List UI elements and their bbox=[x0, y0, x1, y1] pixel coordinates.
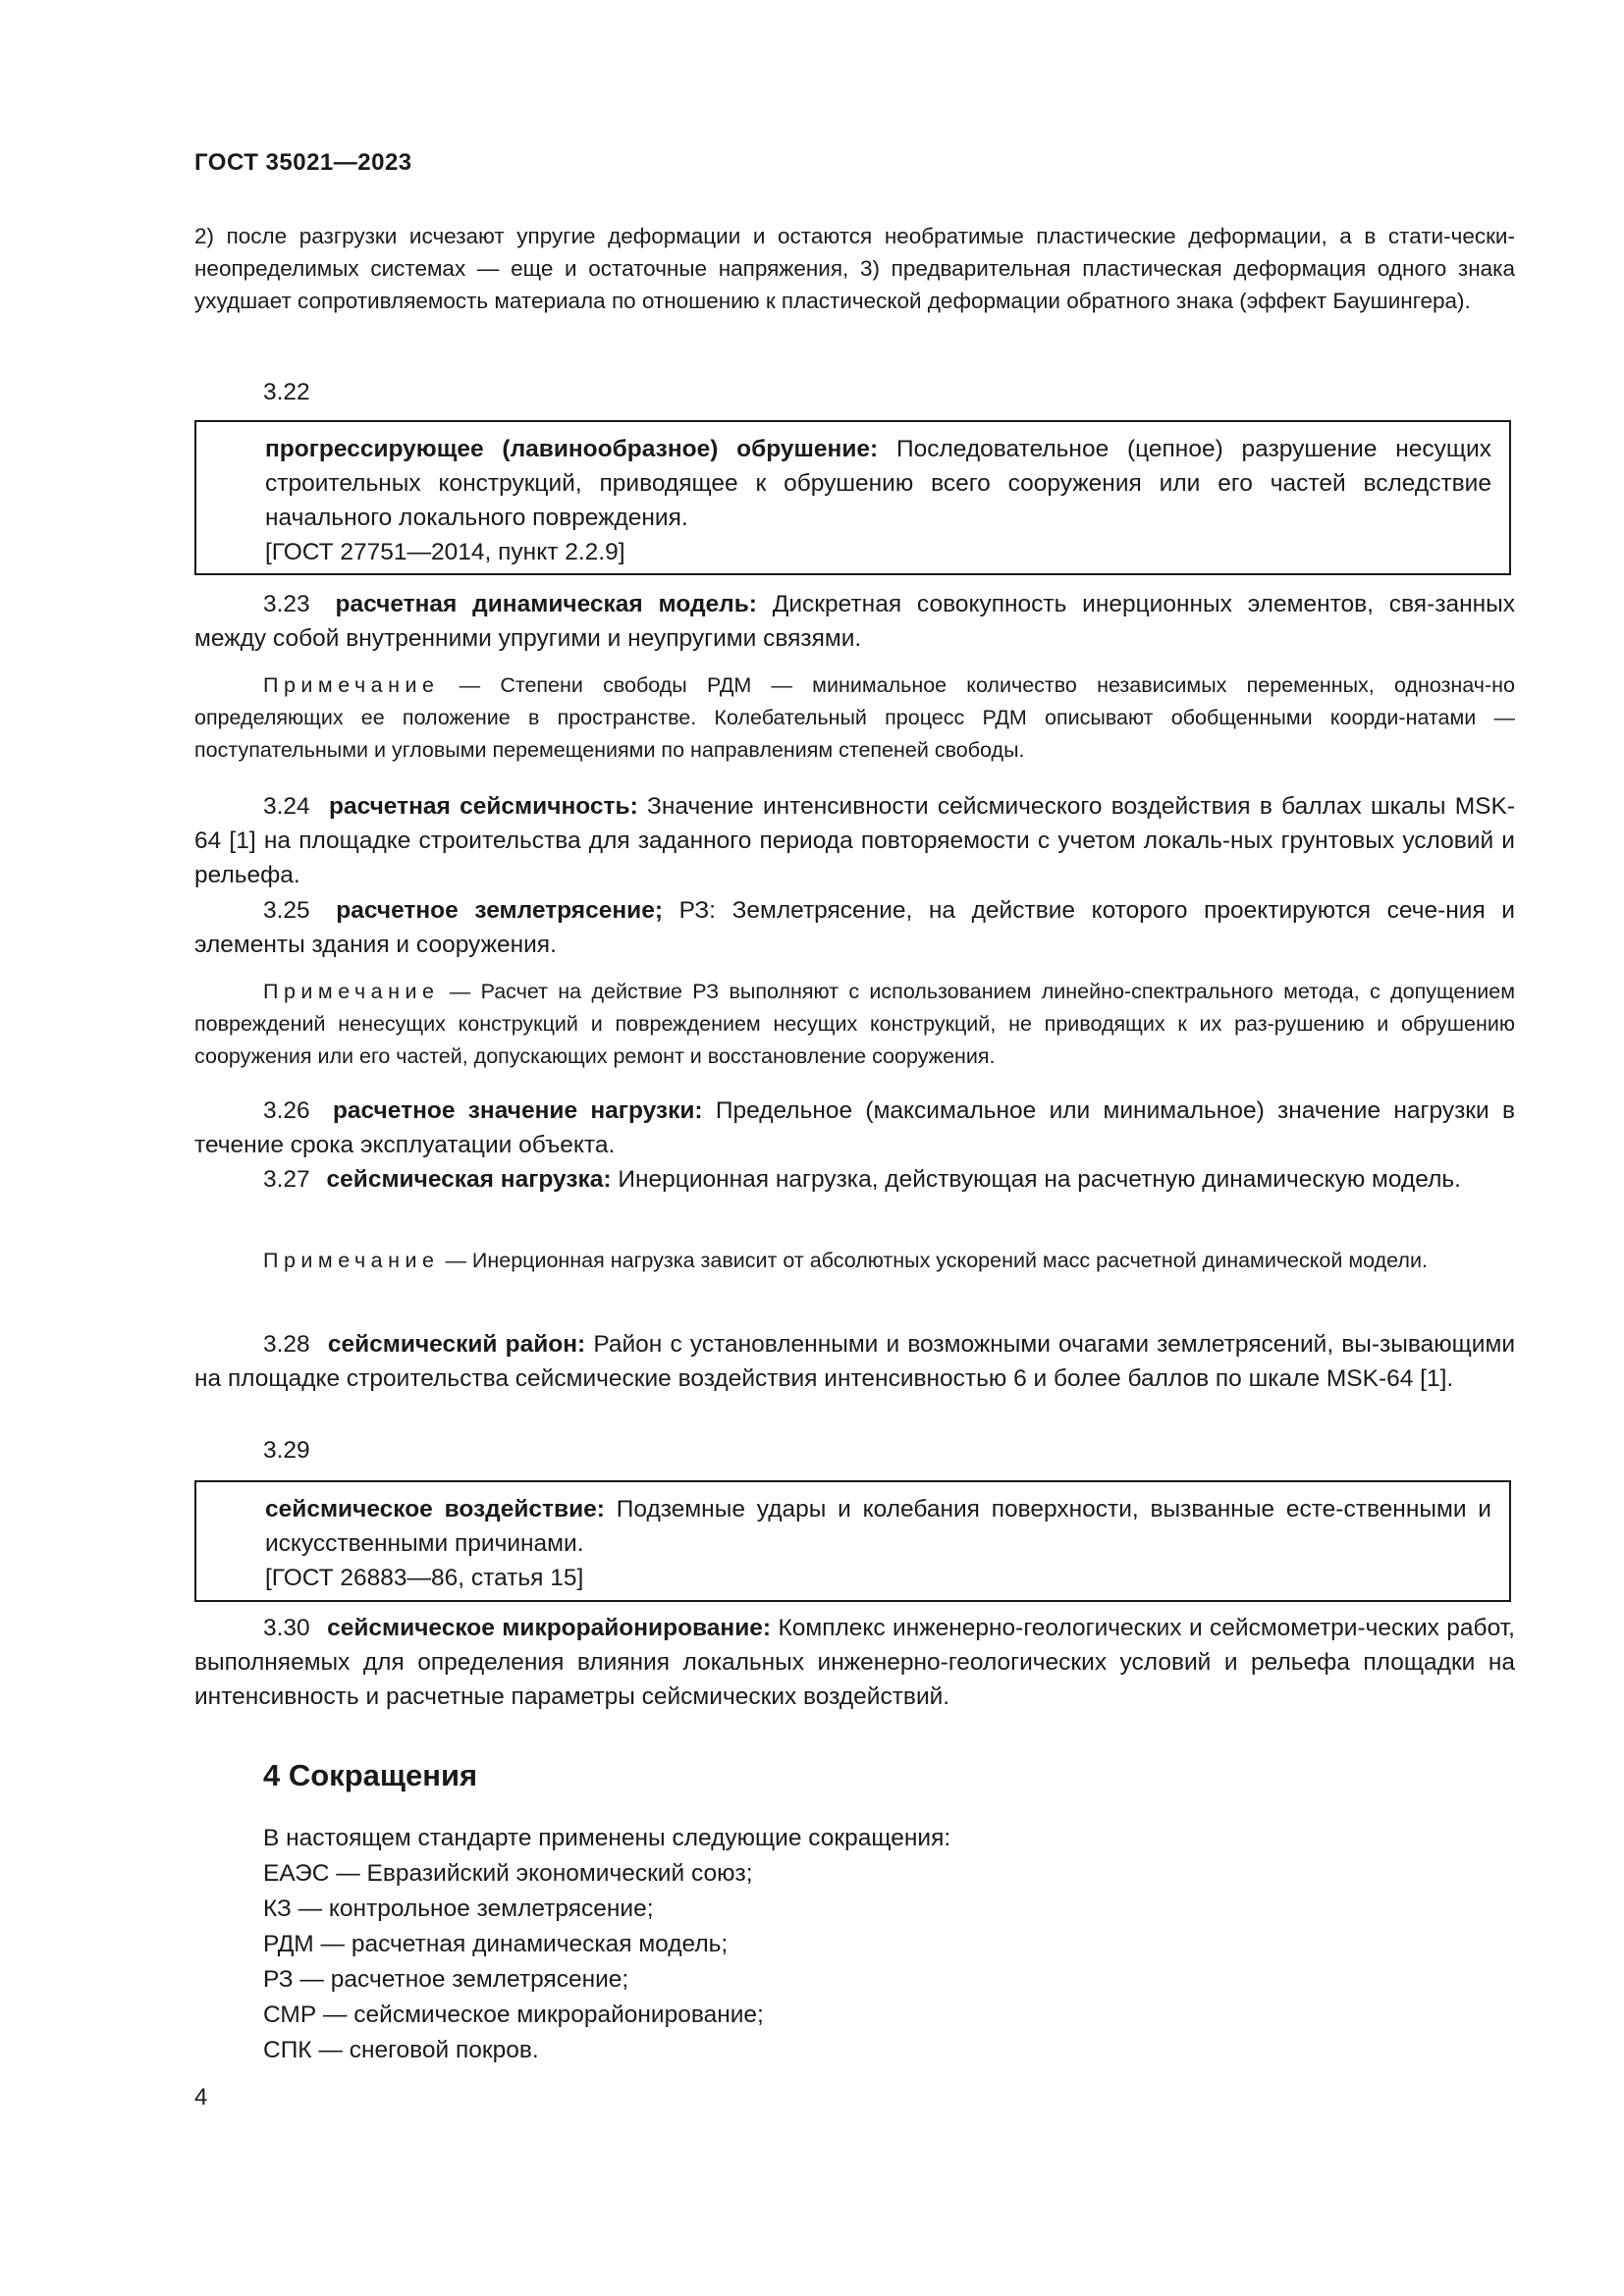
clause-3-29-definition: Подземные удары и колебания поверхности, вызванные есте-ственными и искусственными причинами. bbox=[265, 1496, 1491, 1557]
clause-3-25 bbox=[194, 893, 1515, 962]
list-item: СПК — снеговой покров. bbox=[263, 2037, 539, 2063]
definition-box-3-29 bbox=[194, 1480, 1511, 1602]
clause-3-28-definition: Район с установленными и возможными очагами землетрясений, вы-зывающими на площадке строительства сейсмические воздействия интенсивностью 6 и более баллов по шкале MSK-64 [1]. bbox=[194, 1331, 1516, 1392]
clause-number-3-30: 3.30 bbox=[263, 1615, 310, 1641]
clause-3-26-term: расчетное значение нагрузки: bbox=[332, 1097, 703, 1124]
intro-paragraph: 2) после разгрузки исчезают упругие деформации и остаются необратимые пластические деформации, а в стати-чески-неопределимых системах — еще и остаточные напряжения, 3) предварительная пластическая деформация одного знака ухудшает сопротивляемость материала по отношению к пластической деформации обратного знака (эффект Баушингера). bbox=[194, 224, 1515, 313]
clause-3-30 bbox=[194, 1611, 1515, 1714]
clause-3-28-term: сейсмический район: bbox=[327, 1331, 586, 1358]
clause-number-3-28: 3.28 bbox=[263, 1331, 310, 1358]
clause-3-25-note-text: — Расчет на действие РЗ выполняют с использованием линейно-спектрального метода, с допущением повреждений ненесущих конструкций и повреждением несущих конструкций, не приводящих к их раз-рушению и обрушению сооружения или его частей, допускающих ремонт и восстановление сооружения. bbox=[194, 980, 1515, 1068]
clause-3-27-note-text: — Инерционная нагрузка зависит от абсолютных ускорений масс расчетной динамической модели. bbox=[445, 1249, 1428, 1272]
clause-3-26 bbox=[194, 1094, 1515, 1162]
clause-3-29-term: сейсмическое воздействие: bbox=[265, 1496, 605, 1522]
clause-3-27-term: сейсмическая нагрузка: bbox=[326, 1166, 612, 1193]
definition-box-3-22 bbox=[194, 420, 1511, 575]
clause-3-25-abbr: РЗ: bbox=[678, 897, 716, 924]
note-label: Примечание bbox=[263, 980, 440, 1003]
clause-3-23-note bbox=[194, 669, 1515, 767]
clause-number-3-22: 3.22 bbox=[263, 379, 310, 405]
clause-3-26-definition: Предельное (максимальное или минимальное) значение нагрузки в течение срока эксплуатации объекта. bbox=[194, 1097, 1515, 1158]
list-item: РДМ — расчетная динамическая модель; bbox=[263, 1931, 729, 1957]
clause-3-30-definition: Комплекс инженерно-геологических и сейсмометри-ческих работ, выполняемых для определения влияния локальных инженерно-геологических условий и рельефа площадки на интенсивность и расчетные параметры сейсмических воздействий. bbox=[194, 1615, 1515, 1710]
clause-3-23-term: расчетная динамическая модель: bbox=[335, 591, 757, 617]
clause-number-3-24: 3.24 bbox=[263, 793, 310, 820]
clause-3-22-reference: [ГОСТ 27751—2014, пункт 2.2.9] bbox=[265, 539, 625, 565]
clause-3-29-reference: [ГОСТ 26883—86, статья 15] bbox=[265, 1565, 584, 1591]
clause-number-3-26: 3.26 bbox=[263, 1097, 310, 1124]
list-item: КЗ — контрольное землетрясение; bbox=[263, 1896, 654, 1922]
clause-number-3-29: 3.29 bbox=[263, 1437, 310, 1464]
clause-3-27-definition: Инерционная нагрузка, действующая на расчетную динамическую модель. bbox=[618, 1166, 1461, 1193]
note-label: Примечание bbox=[263, 673, 440, 697]
clause-3-23-definition: Дискретная совокупность инерционных элементов, свя-занных между собой внутренними упругими и неупругими связями. bbox=[194, 591, 1516, 652]
clause-3-30-term: сейсмическое микрорайонирование: bbox=[327, 1615, 772, 1641]
clause-3-22-term: прогрессирующее (лавинообразное) обрушение: bbox=[265, 436, 879, 462]
clause-3-24-term: расчетная сейсмичность: bbox=[328, 793, 638, 820]
abbreviations-list bbox=[263, 1821, 1441, 2068]
clause-3-27-note bbox=[194, 1245, 1515, 1277]
clause-3-25-definition: Землетрясение, на действие которого проектируются сече-ния и элементы здания и сооружения. bbox=[194, 897, 1515, 958]
clause-3-29-text bbox=[265, 1492, 1491, 1561]
list-item: СМР — сейсмическое микрорайонирование; bbox=[263, 2002, 764, 2028]
abbreviations-intro: В настоящем стандарте применены следующие сокращения: bbox=[263, 1825, 951, 1851]
clause-number-3-23: 3.23 bbox=[263, 591, 310, 617]
section-4-title: 4 Сокращения bbox=[263, 1758, 478, 1792]
list-item: ЕАЭС — Евразийский экономический союз; bbox=[263, 1860, 753, 1887]
clause-number-3-27: 3.27 bbox=[263, 1166, 310, 1193]
page-number: 4 bbox=[194, 2084, 208, 2110]
clause-3-28 bbox=[194, 1327, 1515, 1396]
clause-3-25-note bbox=[194, 976, 1515, 1073]
note-label: Примечание bbox=[263, 1249, 440, 1272]
clause-number-3-25: 3.25 bbox=[263, 897, 310, 924]
clause-3-24 bbox=[194, 789, 1515, 892]
clause-3-22-text bbox=[265, 432, 1491, 535]
clause-3-23-note-text: — Степени свободы РДМ — минимальное количество независимых переменных, однознач-но определяющих ее положение в пространстве. Колебательный процесс РДМ описывают обобщенными коорди-натами — поступательными и угловыми перемещениями по направлениям степеней свободы. bbox=[194, 673, 1515, 762]
clause-3-23 bbox=[194, 587, 1515, 656]
clause-3-24-definition: Значение интенсивности сейсмического воздействия в баллах шкалы MSK-64 [1] на площадке строительства для заданного периода повторяемости с учетом локаль-ных грунтовых условий и рельефа. bbox=[194, 793, 1515, 888]
clause-3-27 bbox=[194, 1162, 1515, 1197]
list-item: РЗ — расчетное землетрясение; bbox=[263, 1966, 629, 1993]
document-code-header: ГОСТ 35021—2023 bbox=[194, 149, 412, 176]
clause-3-22-definition: Последовательное (цепное) разрушение несущих строительных конструкций, приводящее к обрушению всего сооружения или его частей вследствие начального локального повреждения. bbox=[265, 436, 1491, 531]
clause-3-25-term: расчетное землетрясение; bbox=[336, 897, 663, 924]
